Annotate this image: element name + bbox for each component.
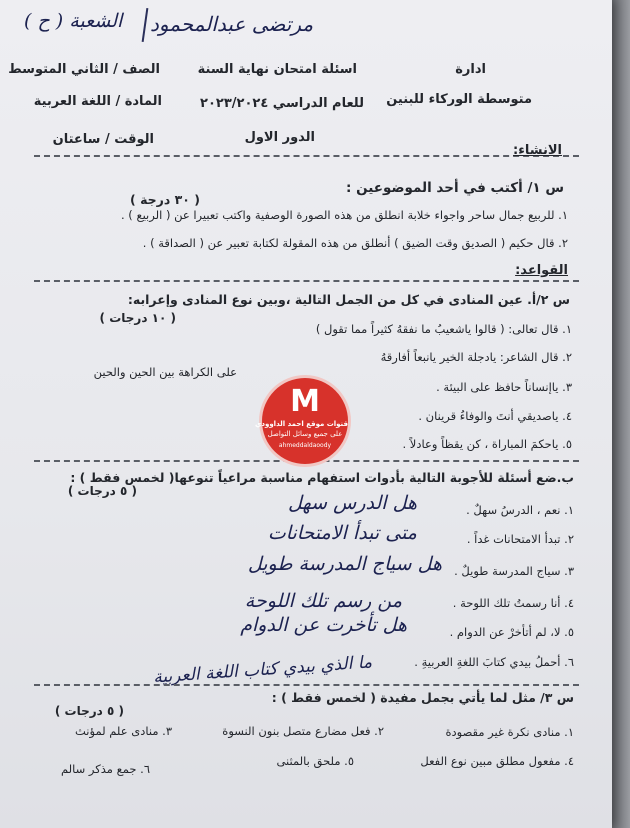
section-handwritten: الشعبة ( ح ) [24, 10, 123, 32]
watermark-logo [254, 378, 348, 464]
q2b-title: ب.ضع أسئلة للأجوبة التالية بأدوات استفهام مناسبة مراعياً تنوعها( لخمس فقط ) : [70, 470, 574, 485]
exam-title: اسئلة امتحان نهاية السنة [197, 62, 357, 77]
q2b-answer-6: ما الذي بيدي كتاب اللغة العربية [152, 652, 373, 688]
q2b-item-3: ٣. سياج المدرسة طويلٌ . [454, 564, 574, 578]
watermark-line-1: قنوات موقع احمد الداوودي [254, 420, 348, 428]
q1-marks: ( ٣٠ درجة ) [130, 192, 200, 207]
school-year: للعام الدراسي ٢٠٢٣/٢٠٢٤ [200, 96, 364, 111]
q2a-item-2-part2: على الكراهة بين الحين والحين [93, 365, 237, 379]
exam-round: الدور الاول [244, 130, 315, 145]
q3-item-3: ٣. منادى علم لمؤنث [75, 724, 172, 738]
q2b-item-5: ٥. لا، لم أتأخرْ عن الدوام . [449, 625, 574, 639]
subject-line: المادة / اللغة العربية [33, 94, 162, 109]
handwritten-divider [142, 8, 149, 42]
class-line: الصف / الثاني المتوسط [8, 62, 160, 77]
q1-item-1: ١. للربيع جمال ساحر واجواء خلابة انطلق من هذه الصورة الوصفية واكتب تعبيرا عن ( الربيع ) . [121, 208, 568, 222]
q2b-answer-2: متى تبدأ الامتحانات [267, 522, 417, 544]
q2b-answer-5: هل تأخرت عن الدوام [240, 614, 407, 636]
q3-item-5: ٥. ملحق بالمثنى [276, 754, 354, 768]
composition-heading: الانشاء: [513, 143, 562, 158]
q2a-item-5: ٥. ياحكمَ المباراة ، كن يقظاً وعادلاً . [402, 437, 572, 451]
time-line: الوقت / ساعتان [52, 132, 154, 147]
grammar-heading: القواعد: [515, 263, 568, 278]
q3-marks: ( ٥ درجات ) [54, 704, 124, 718]
q2a-item-1: ١. قال تعالى: ( قالوا ياشعيبُ ما نفقهُ كثيراً مما تقول ) [315, 322, 572, 336]
q3-title: س ٣/ مثل لما يأتي بجمل مفيدة ( لخمس فقط ) : [271, 690, 574, 705]
composition-divider [34, 280, 579, 282]
q2a-item-2-part1: ٢. قال الشاعر: يادجلة الخير يانبعاً أفارقهُ [380, 350, 572, 364]
q2b-item-4: ٤. أنا رسمتُ تلك اللوحة . [452, 596, 574, 610]
background-edge [612, 0, 630, 828]
q2b-item-1: ١. نعم ، الدرسُ سهلٌ . [466, 503, 574, 517]
q2a-item-3: ٣. ياإنساناً حافظ على البيئة . [436, 380, 572, 394]
q1-title: س ١/ أكتب في أحد الموضوعين : [346, 180, 564, 196]
q2a-item-4: ٤. ياصديقي أنتَ والوفاءُ قرينان . [418, 409, 572, 423]
q3-item-4: ٤. مفعول مطلق مبين نوع الفعل [420, 754, 574, 768]
q2b-answer-3: هل سياج المدرسة طويل [247, 553, 442, 575]
q2a-marks: ( ١٠ درجات ) [99, 311, 176, 325]
q3-item-1: ١. منادى نكرة غير مقصودة [445, 725, 574, 739]
admin-label: ادارة [455, 62, 486, 77]
watermark-handle: ahmeddaldaoody [278, 442, 332, 449]
q3-item-6: ٦. جمع مذكر سالم [60, 762, 150, 776]
q2b-divider [34, 684, 579, 686]
watermark-letter: M [290, 384, 320, 419]
header-divider [34, 155, 579, 157]
q2b-answer-1: هل الدرس سهل [288, 492, 417, 514]
school-name: متوسطة الوركاء للبنين [386, 92, 532, 107]
q3-item-2: ٢. فعل مضارع متصل بنون النسوة [222, 724, 384, 738]
q2a-title: س ٢/أ. عين المنادى في كل من الجمل التالية ،وبين نوع المنادى وإعرابه: [127, 292, 570, 307]
q2b-item-2: ٢. تبدأ الامتحانات غداً . [466, 532, 574, 546]
student-name-handwritten: مرتضى عبدالمحمود [150, 12, 314, 36]
q1-item-2: ٢. قال حكيم ( الصديق وقت الضيق ) أنطلق من هذه المقولة لكتابة تعبير عن ( الصداقة ) . [142, 236, 568, 250]
q2b-marks: ( ٥ درجات ) [67, 484, 137, 498]
watermark-line-2: على جميع وسائل التواصل [267, 430, 343, 438]
q2b-answer-4: من رسم تلك اللوحة [244, 590, 402, 612]
q2b-item-6: ٦. أحملُ بيدي كتابَ اللغةِ العربيةِ . [414, 655, 574, 669]
